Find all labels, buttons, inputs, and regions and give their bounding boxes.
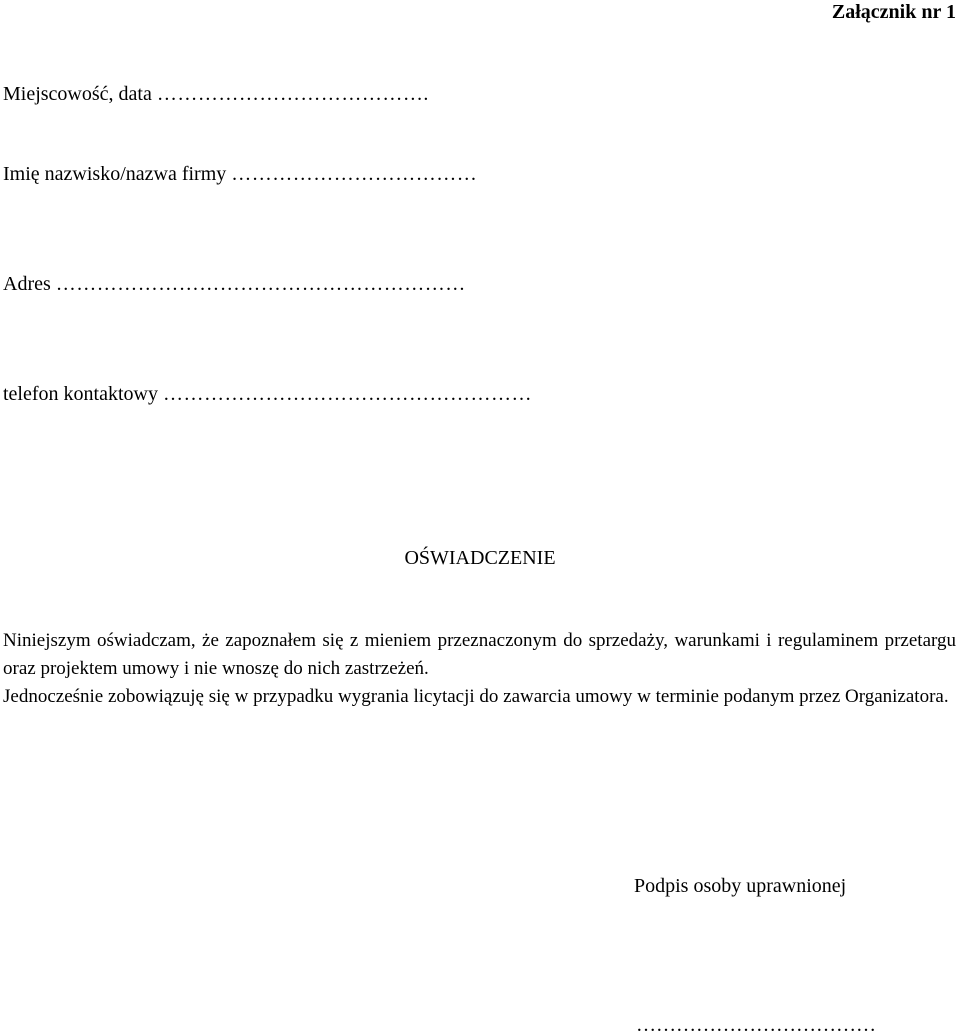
signature-label: Podpis osoby uprawnionej [634, 875, 847, 897]
statement-paragraph-2: Jednocześnie zobowiązuję się w przypadku wygrania licytacji do zawarcia umowy w terminie podanym przez Organizatora. [3, 686, 949, 707]
statement-paragraph-1: Niniejszym oświadczam, że zapoznałem się z mieniem przeznaczonym do sprzedaży, warunkami i regulaminem przetargu oraz projektem umowy i nie wnoszę do nich zastrzeżeń. [3, 630, 956, 679]
phone-field [3, 382, 532, 406]
place-date-field [3, 82, 429, 106]
document-title: OŚWIADCZENIE [404, 547, 556, 569]
phone-label: telefon kontaktowy [3, 383, 158, 405]
place-date-fill-line: …………………………………. [156, 83, 429, 105]
place-date-label: Miejscowość, data [3, 83, 152, 105]
signature-line: ……………………………… [636, 1014, 876, 1036]
phone-fill-line: ……………………………………………… [162, 383, 532, 405]
annex-number: Załącznik nr 1 [831, 1, 956, 23]
address-fill-line: …………………………………………………… [55, 273, 466, 295]
name-label: Imię nazwisko/nazwa firmy [3, 163, 227, 185]
address-label: Adres [3, 273, 51, 295]
name-field [3, 162, 477, 186]
address-field [3, 272, 466, 296]
statement-body [3, 627, 956, 711]
name-fill-line: ……………………………… [231, 163, 478, 185]
